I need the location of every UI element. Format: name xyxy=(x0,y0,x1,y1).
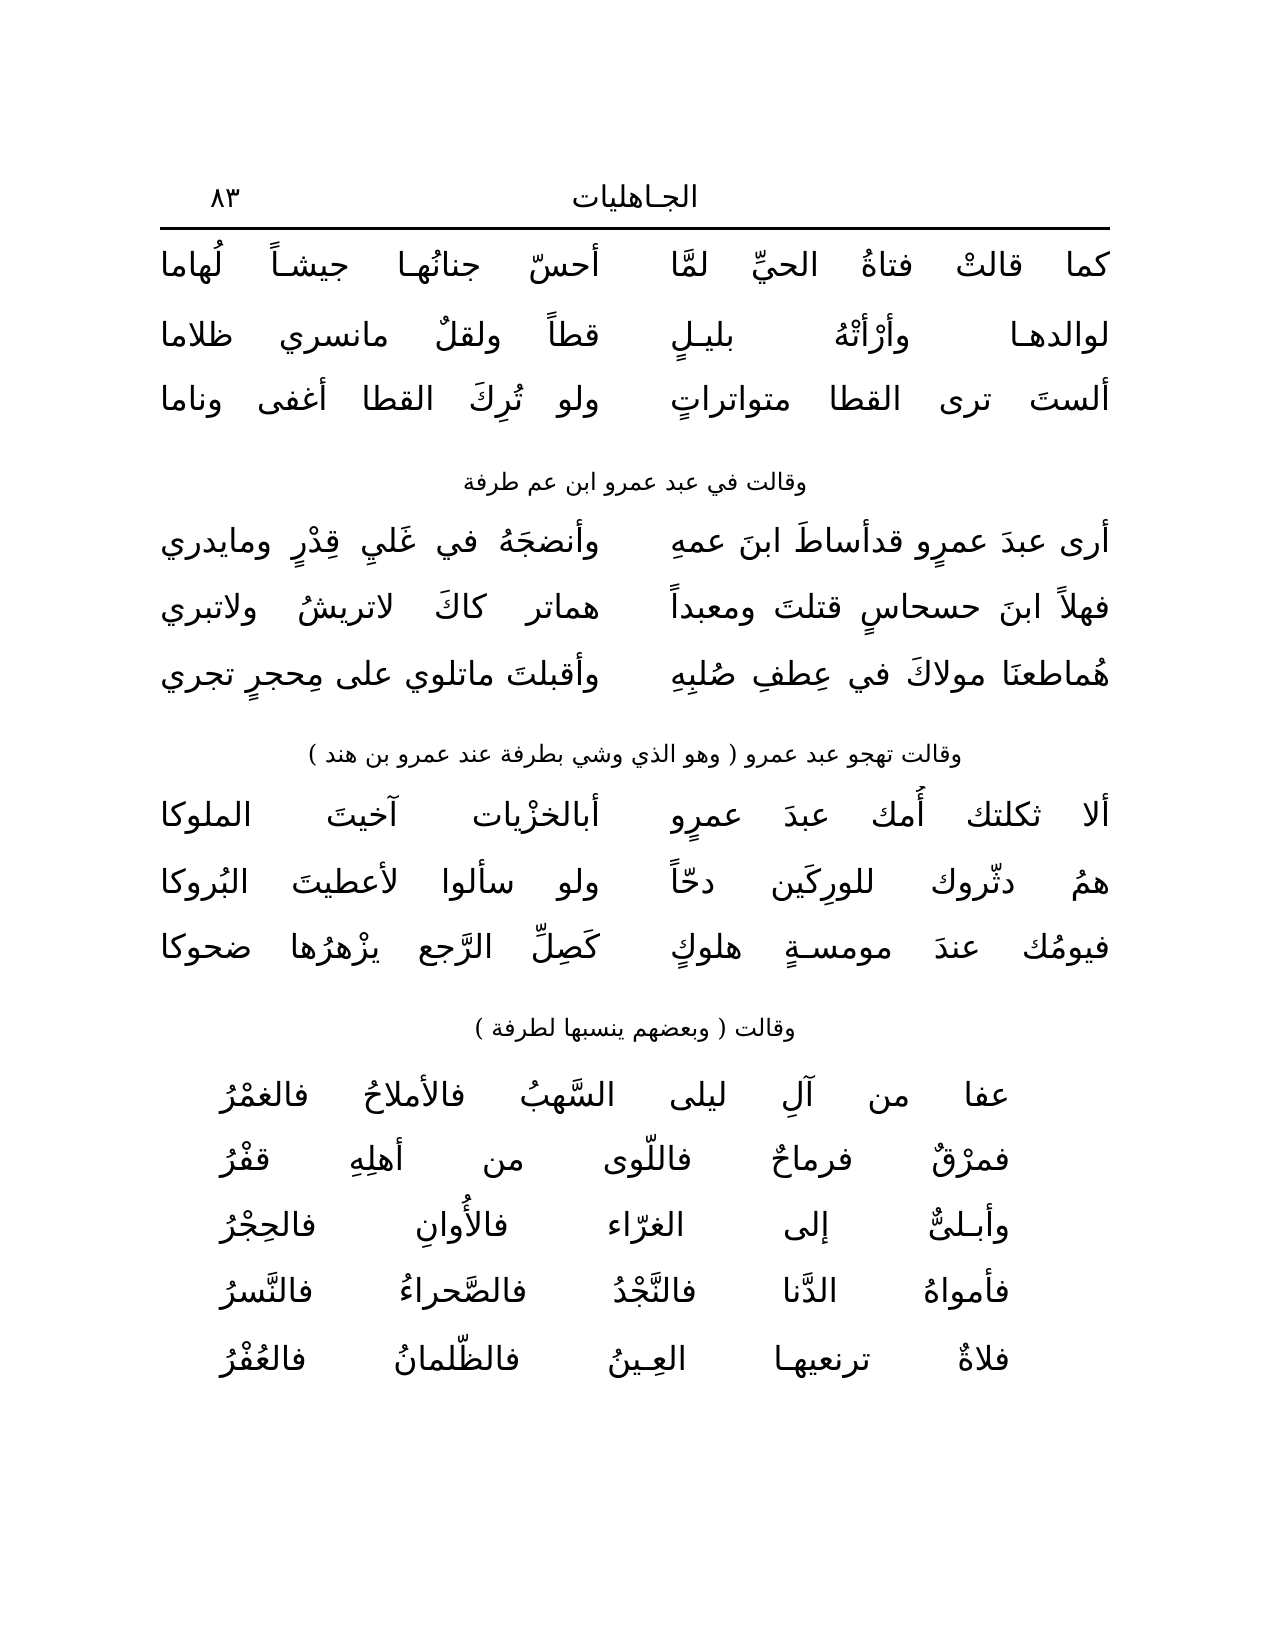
verse-second-hemistich: أحسّ جنانُهـا جيشـاً لُهاما xyxy=(160,245,600,284)
verse-line: فأمواهُ الدَّنا فالنَّجْدُ فالصَّحراءُ فالنَّسرُ xyxy=(220,1271,1010,1310)
verse-line xyxy=(160,512,1110,570)
section-heading: وقالت ( وبعضهم ينسبها لطرفة ) xyxy=(474,1014,796,1042)
verse-second-hemistich: هماتر كاكَ لاتريشُ ولاتبري xyxy=(160,587,600,626)
verse-first-hemistich: ألستَ ترى القطا متواتراتٍ xyxy=(670,379,1110,418)
verse-line xyxy=(160,645,1110,703)
verse-second-hemistich: وأقبلتَ ماتلوي على مِحجرٍ تجري xyxy=(160,654,600,693)
verse-first-hemistich: أرى عبدَ عمرٍو قدأساطَ ابنَ عمهِ xyxy=(670,521,1110,560)
section-heading: وقالت في عبد عمرو ابن عم طرفة xyxy=(462,468,808,496)
verse-line xyxy=(160,370,1110,428)
verse-first-hemistich: لوالدهـا وأرْأتْهُ بليـلٍ xyxy=(670,315,1110,354)
verse-line xyxy=(160,853,1110,911)
verse-line xyxy=(160,306,1110,364)
verse-line: فلاةٌ ترنعيهـا العِـينُ فالظّلمانُ فالعُفْرُ xyxy=(220,1339,1010,1378)
section-heading: وقالت تهجو عبد عمرو ( وهو الذي وشي بطرفة عند عمرو بن هند ) xyxy=(307,740,963,768)
verse-second-hemistich: ولو سألوا لأعطيتَ البُروكا xyxy=(160,862,600,901)
verse-line xyxy=(160,918,1110,976)
verse-first-hemistich: ألا ثكلتك أُمك عبدَ عمرٍو xyxy=(670,795,1110,834)
verse-first-hemistich: كما قالتْ فتاةُ الحيِّ لمَّا xyxy=(670,245,1110,284)
verse-second-hemistich: أبالخزْيات آخيتَ الملوكا xyxy=(160,795,600,834)
verse-line xyxy=(160,578,1110,636)
verse-line xyxy=(160,236,1110,294)
header-rule xyxy=(160,227,1110,230)
verse-first-hemistich: هُماطعنَا مولاكَ في عِطفِ صُلبِهِ xyxy=(670,654,1110,693)
verse-second-hemistich: كَصِلِّ الرَّجع يزْهرُها ضحوكا xyxy=(160,927,600,966)
page-header xyxy=(160,178,1110,226)
verse-first-hemistich: همُ دثّروك للورِكَين دحّاً xyxy=(670,862,1110,901)
verse-line: فمرْقٌ فرماحٌ فاللّوى من أهلِهِ قفْرُ xyxy=(220,1139,1010,1178)
page-number: ٨٣ xyxy=(210,181,241,214)
verse-line xyxy=(160,786,1110,844)
verse-second-hemistich: ولو تُرِكَ القطا أغفى وناما xyxy=(160,379,600,418)
verse-line: عفا من آلِ ليلى السَّهبُ فالأملاحُ فالغمْرُ xyxy=(220,1075,1010,1114)
verse-second-hemistich: قطاً ولقلٌ مانسري ظلاما xyxy=(160,315,600,354)
verse-second-hemistich: وأنضجَهُ في غَليِ قِدْرٍ ومايدري xyxy=(160,521,600,560)
verse-first-hemistich: فيومُك عندَ مومسـةٍ هلوكٍ xyxy=(670,927,1110,966)
verse-line: وأبـلىٌّ إلى الغرّاء فالأُوانِ فالحِجْرُ xyxy=(220,1205,1010,1244)
verse-first-hemistich: فهلاً ابنَ حسحاسٍ قتلتَ ومعبداً xyxy=(670,587,1110,626)
running-title: الجـاهليات xyxy=(571,180,699,215)
